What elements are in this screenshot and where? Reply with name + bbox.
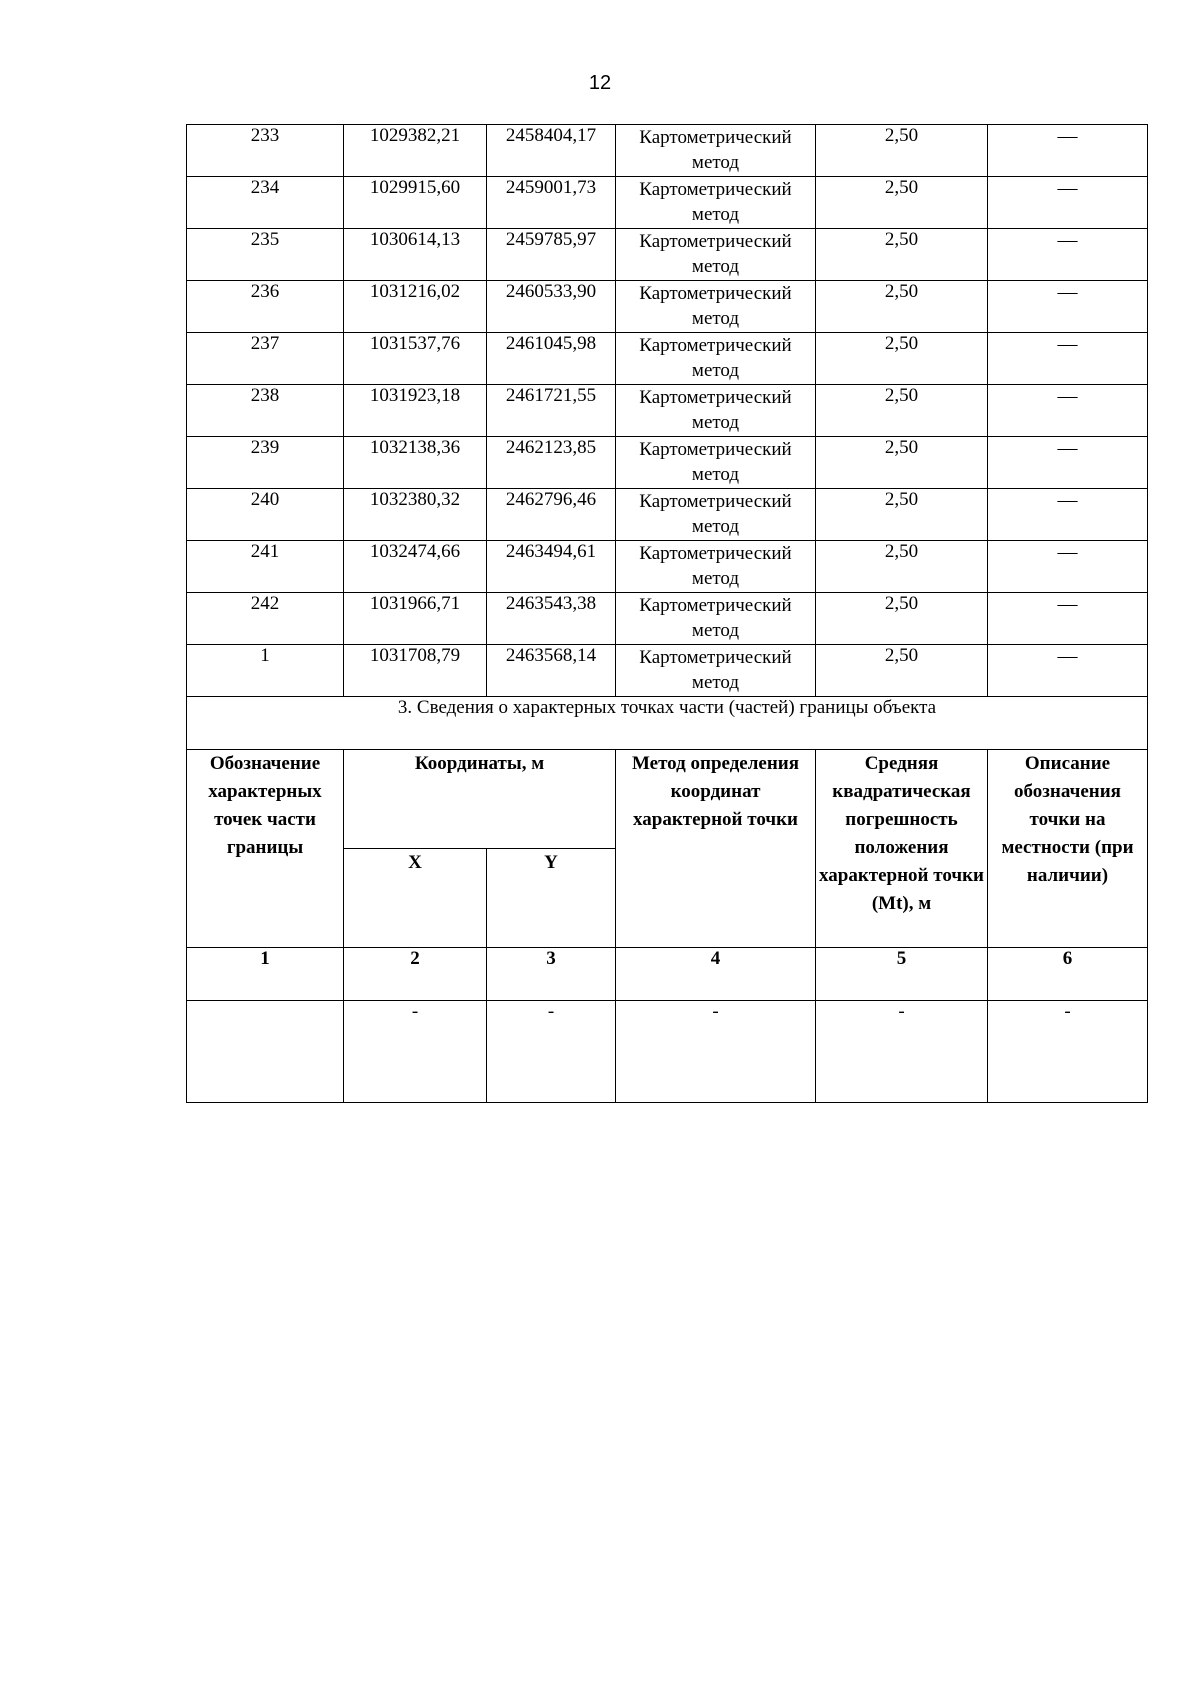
empty-cell: - bbox=[487, 1001, 616, 1103]
description-cell: — bbox=[988, 385, 1148, 437]
empty-cell: - bbox=[816, 1001, 988, 1103]
column-number: 1 bbox=[187, 948, 344, 1001]
table-row bbox=[187, 125, 1148, 177]
table-row bbox=[187, 385, 1148, 437]
header-description: Описание обозначения точки на местности (при наличии) bbox=[988, 750, 1148, 948]
header-row bbox=[187, 750, 1148, 849]
point-id-cell: 236 bbox=[187, 281, 344, 333]
method-cell: Картометрический метод bbox=[616, 541, 816, 593]
table-row bbox=[187, 333, 1148, 385]
table-row bbox=[187, 541, 1148, 593]
point-id-cell: 240 bbox=[187, 489, 344, 541]
accuracy-cell: 2,50 bbox=[816, 645, 988, 697]
y-coordinate-cell: 2462123,85 bbox=[487, 437, 616, 489]
header-y: Y bbox=[487, 849, 616, 948]
column-number: 4 bbox=[616, 948, 816, 1001]
section3-title: 3. Сведения о характерных точках части (частей) границы объекта bbox=[187, 697, 1148, 750]
section-heading-row bbox=[187, 697, 1148, 750]
x-coordinate-cell: 1029915,60 bbox=[344, 177, 487, 229]
point-id-cell: 241 bbox=[187, 541, 344, 593]
point-id-cell: 233 bbox=[187, 125, 344, 177]
accuracy-cell: 2,50 bbox=[816, 541, 988, 593]
accuracy-cell: 2,50 bbox=[816, 385, 988, 437]
accuracy-cell: 2,50 bbox=[816, 489, 988, 541]
description-cell: — bbox=[988, 229, 1148, 281]
empty-cell: - bbox=[344, 1001, 487, 1103]
y-coordinate-cell: 2459785,97 bbox=[487, 229, 616, 281]
accuracy-cell: 2,50 bbox=[816, 281, 988, 333]
header-method: Метод определения координат характерной точки bbox=[616, 750, 816, 948]
column-numbers-row bbox=[187, 948, 1148, 1001]
column-number: 3 bbox=[487, 948, 616, 1001]
x-coordinate-cell: 1031537,76 bbox=[344, 333, 487, 385]
point-id-cell: 1 bbox=[187, 645, 344, 697]
method-cell: Картометрический метод bbox=[616, 177, 816, 229]
description-cell: — bbox=[988, 333, 1148, 385]
header-accuracy: Средняя квадратическая погрешность положения характерной точки (Mt), м bbox=[816, 750, 988, 948]
header-coordinates: Координаты, м bbox=[344, 750, 616, 849]
accuracy-cell: 2,50 bbox=[816, 177, 988, 229]
table-row bbox=[187, 229, 1148, 281]
x-coordinate-cell: 1030614,13 bbox=[344, 229, 487, 281]
method-cell: Картометрический метод bbox=[616, 125, 816, 177]
accuracy-cell: 2,50 bbox=[816, 593, 988, 645]
y-coordinate-cell: 2461721,55 bbox=[487, 385, 616, 437]
table-row bbox=[187, 281, 1148, 333]
y-coordinate-cell: 2461045,98 bbox=[487, 333, 616, 385]
method-cell: Картометрический метод bbox=[616, 489, 816, 541]
point-id-cell: 242 bbox=[187, 593, 344, 645]
table-row bbox=[187, 593, 1148, 645]
description-cell: — bbox=[988, 593, 1148, 645]
table-row bbox=[187, 645, 1148, 697]
empty-cell bbox=[187, 1001, 344, 1103]
column-number: 6 bbox=[988, 948, 1148, 1001]
method-cell: Картометрический метод bbox=[616, 593, 816, 645]
table-row bbox=[187, 489, 1148, 541]
description-cell: — bbox=[988, 645, 1148, 697]
empty-data-row bbox=[187, 1001, 1148, 1103]
point-id-cell: 239 bbox=[187, 437, 344, 489]
x-coordinate-cell: 1032138,36 bbox=[344, 437, 487, 489]
description-cell: — bbox=[988, 177, 1148, 229]
method-cell: Картометрический метод bbox=[616, 281, 816, 333]
x-coordinate-cell: 1029382,21 bbox=[344, 125, 487, 177]
x-coordinate-cell: 1031708,79 bbox=[344, 645, 487, 697]
x-coordinate-cell: 1031923,18 bbox=[344, 385, 487, 437]
page-number: 12 bbox=[588, 72, 612, 94]
accuracy-cell: 2,50 bbox=[816, 125, 988, 177]
header-designation: Обозначение характерных точек части границы bbox=[187, 750, 344, 948]
y-coordinate-cell: 2458404,17 bbox=[487, 125, 616, 177]
method-cell: Картометрический метод bbox=[616, 229, 816, 281]
method-cell: Картометрический метод bbox=[616, 333, 816, 385]
description-cell: — bbox=[988, 125, 1148, 177]
empty-cell: - bbox=[616, 1001, 816, 1103]
y-coordinate-cell: 2463568,14 bbox=[487, 645, 616, 697]
accuracy-cell: 2,50 bbox=[816, 437, 988, 489]
y-coordinate-cell: 2459001,73 bbox=[487, 177, 616, 229]
point-id-cell: 235 bbox=[187, 229, 344, 281]
x-coordinate-cell: 1031216,02 bbox=[344, 281, 487, 333]
description-cell: — bbox=[988, 437, 1148, 489]
table-row bbox=[187, 177, 1148, 229]
accuracy-cell: 2,50 bbox=[816, 333, 988, 385]
column-number: 2 bbox=[344, 948, 487, 1001]
y-coordinate-cell: 2463543,38 bbox=[487, 593, 616, 645]
y-coordinate-cell: 2462796,46 bbox=[487, 489, 616, 541]
empty-cell: - bbox=[988, 1001, 1148, 1103]
y-coordinate-cell: 2463494,61 bbox=[487, 541, 616, 593]
x-coordinate-cell: 1031966,71 bbox=[344, 593, 487, 645]
boundary-points-table bbox=[186, 124, 1148, 1103]
description-cell: — bbox=[988, 281, 1148, 333]
column-number: 5 bbox=[816, 948, 988, 1001]
header-x: X bbox=[344, 849, 487, 948]
table-body bbox=[187, 125, 1148, 697]
method-cell: Картометрический метод bbox=[616, 437, 816, 489]
section3-block bbox=[187, 697, 1148, 1103]
table-row bbox=[187, 437, 1148, 489]
y-coordinate-cell: 2460533,90 bbox=[487, 281, 616, 333]
x-coordinate-cell: 1032474,66 bbox=[344, 541, 487, 593]
method-cell: Картометрический метод bbox=[616, 385, 816, 437]
description-cell: — bbox=[988, 489, 1148, 541]
method-cell: Картометрический метод bbox=[616, 645, 816, 697]
description-cell: — bbox=[988, 541, 1148, 593]
point-id-cell: 237 bbox=[187, 333, 344, 385]
point-id-cell: 234 bbox=[187, 177, 344, 229]
x-coordinate-cell: 1032380,32 bbox=[344, 489, 487, 541]
point-id-cell: 238 bbox=[187, 385, 344, 437]
accuracy-cell: 2,50 bbox=[816, 229, 988, 281]
